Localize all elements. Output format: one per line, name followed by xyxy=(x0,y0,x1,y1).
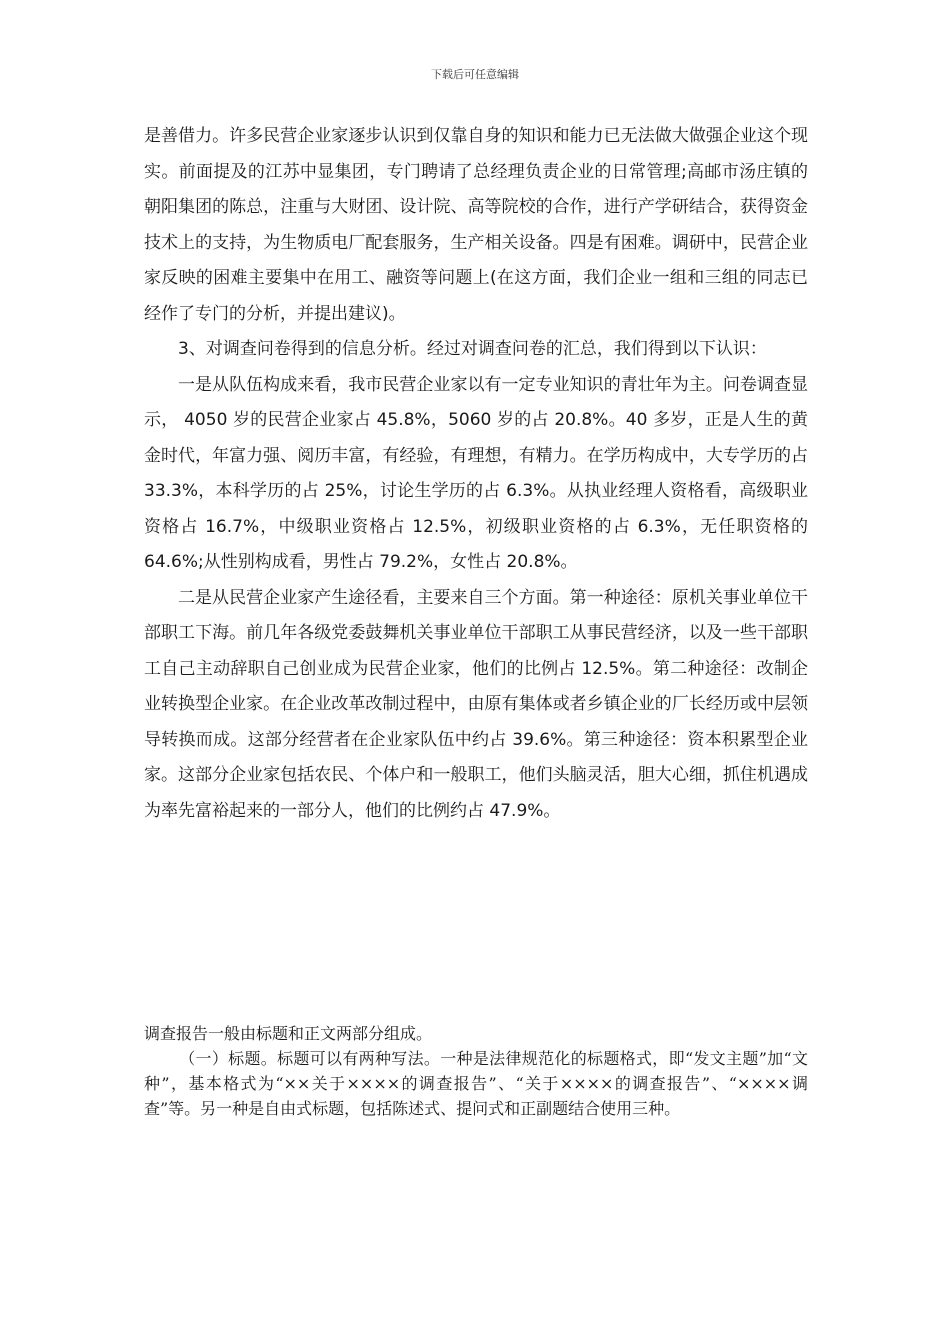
page-header: 下载后可任意编辑 xyxy=(431,68,519,81)
paragraph-3: 一是从队伍构成来看，我市民营企业家以有一定专业知识的青壮年为主。问卷调查显示， 4050 岁的民营企业家占 45.8%，5060 岁的占 20.8%。40 多岁，正是人生的黄金时代，年富力强、阅历丰富，有经验，有理想，有精力。在学历构成中，大专学历的占 33.3%，本科学历的占 25%，讨论生学历的占 6.3%。从执业经理人资格看，高级职业资格占 16.7%，中级职业资格占 12.5%，初级职业资格的占 6.3%，无任职资格的 64.6%;从性别构成看，男性占 79.2%，女性占 20.8%。 xyxy=(144,374,808,572)
body-text xyxy=(144,119,808,829)
paragraph-2: 3、对调查问卷得到的信息分析。经过对调查问卷的汇总，我们得到以下认识： xyxy=(178,339,767,359)
appendix-line-1: 调查报告一般由标题和正文两部分组成。 xyxy=(144,1024,433,1043)
appendix-text xyxy=(144,1021,808,1121)
appendix-line-2: （一）标题。标题可以有两种写法。一种是法律规范化的标题格式，即“发文主题”加“文种”，基本格式为“××关于××××的调查报告”、“关于××××的调查报告”、“××××调查”等。另一种是自由式标题，包括陈述式、提问式和正副题结合使用三种。 xyxy=(144,1049,808,1118)
paragraph-4: 二是从民营企业家产生途径看，主要来自三个方面。第一种途径：原机关事业单位干部职工下海。前几年各级党委鼓舞机关事业单位干部职工从事民营经济，以及一些干部职工自己主动辞职自己创业成为民营企业家，他们的比例占 12.5%。第二种途径：改制企业转换型企业家。在企业改革改制过程中，由原有集体或者乡镇企业的厂长经历或中层领导转换而成。这部分经营者在企业家队伍中约占 39.6%。第三种途径：资本积累型企业家。这部分企业家包括农民、个体户和一般职工，他们头脑灵活，胆大心细，抓住机遇成为率先富裕起来的一部分人，他们的比例约占 47.9%。 xyxy=(144,587,808,821)
paragraph-1: 是善借力。许多民营企业家逐步认识到仅靠自身的知识和能力已无法做大做强企业这个现实。前面提及的江苏中显集团，专门聘请了总经理负责企业的日常管理;高邮市汤庄镇的朝阳集团的陈总，注重与大财团、设计院、高等院校的合作，进行产学研结合，获得资金技术上的支持，为生物质电厂配套服务，生产相关设备。四是有困难。调研中，民营企业家反映的困难主要集中在用工、融资等问题上(在这方面，我们企业一组和三组的同志已经作了专门的分析，并提出建议)。 xyxy=(144,126,808,324)
